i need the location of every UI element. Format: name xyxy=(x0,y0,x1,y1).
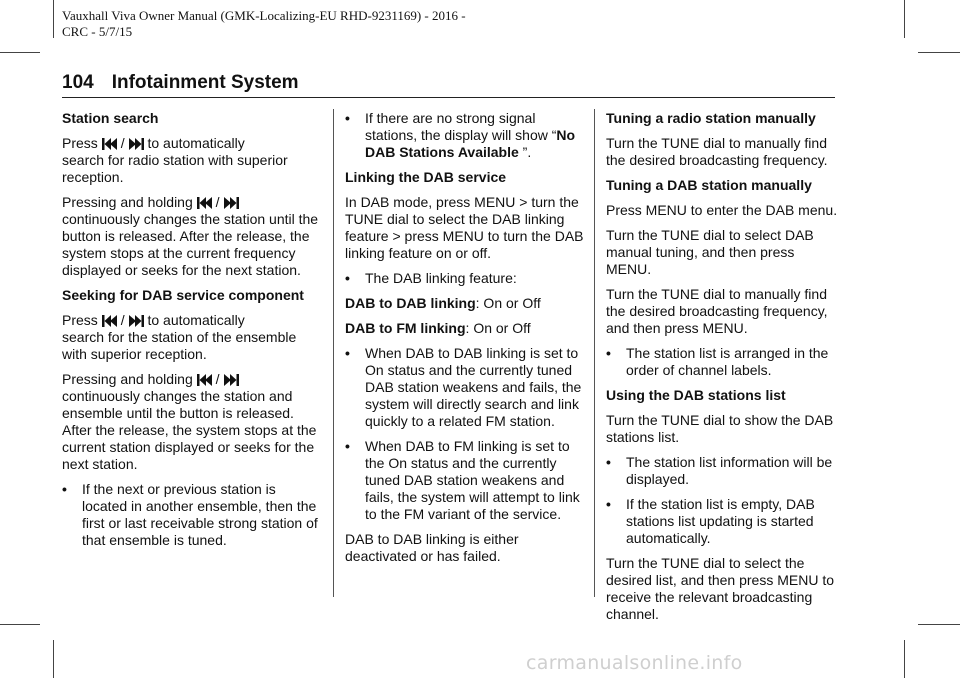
list-item xyxy=(345,345,585,430)
tuning-radio-heading: Tuning a radio station manually xyxy=(606,110,816,126)
press-suffix: to automatically xyxy=(147,312,245,328)
crop-mark xyxy=(0,52,40,53)
either-paragraph: DAB to DAB linking is either deactivated or has failed. xyxy=(345,531,519,564)
dab-to-fm-option xyxy=(345,320,585,337)
crop-mark xyxy=(904,640,905,678)
icon-separator: / xyxy=(215,371,220,387)
bullet-marker: • xyxy=(606,345,611,361)
select-dab-paragraph: Turn the TUNE dial to select DAB manual tuning, and then press MENU. xyxy=(606,227,814,277)
seek-forward-icon xyxy=(223,196,239,210)
list-item xyxy=(62,481,324,549)
seek-back-icon xyxy=(197,196,213,210)
list-item xyxy=(606,345,842,379)
using-dab-list-heading: Using the DAB stations list xyxy=(606,387,786,403)
crop-mark xyxy=(53,640,54,678)
column-3 xyxy=(606,110,842,631)
hold-label: Pressing and holding xyxy=(62,194,193,210)
hold-seek-paragraph xyxy=(62,194,324,279)
header-rule xyxy=(62,97,835,98)
bullet-text: When DAB to FM linking is set to the On status and the currently tuned DAB station weakens and fails, the system will attempt to link to the FM variant of the service. xyxy=(365,438,580,522)
bullet-text: If the next or previous station is located in another ensemble, then the first or last receivable strong station of that ensemble is tuned. xyxy=(82,481,318,548)
press-label: Press xyxy=(62,135,98,151)
find-frequency-paragraph: Turn the TUNE dial to manually find the desired broadcasting frequency, and then press MENU. xyxy=(606,286,828,336)
dab-to-fm-value: : On or Off xyxy=(465,320,531,336)
dab-to-fm-label: DAB to FM linking xyxy=(345,320,466,336)
bullet-marker: • xyxy=(345,438,350,454)
list-item xyxy=(345,110,585,161)
page-number: 104 xyxy=(62,72,94,93)
show-list-paragraph: Turn the TUNE dial to show the DAB stations list. xyxy=(606,412,834,445)
crop-mark xyxy=(53,0,54,38)
bullet-prefix: If there are no strong signal stations, the display will show “ xyxy=(365,110,557,143)
bullet-text xyxy=(365,110,585,161)
seek-back-icon xyxy=(102,314,118,328)
bullet-marker: • xyxy=(345,345,350,361)
dab-to-dab-label: DAB to DAB linking xyxy=(345,295,476,311)
bullet-marker: • xyxy=(606,496,611,512)
bullet-suffix: ”. xyxy=(518,144,532,160)
crop-mark xyxy=(904,0,905,38)
tuning-radio-paragraph: Turn the TUNE dial to manually find the desired broadcasting frequency. xyxy=(606,135,828,168)
bullet-text: The DAB linking feature: xyxy=(365,270,517,286)
hold-continuation: continuously changes the station until the button is released. After the release, the system stops at the current frequency displayed or seeks for the next station. xyxy=(62,211,319,278)
hold-continuation: continuously changes the station and ensemble until the button is released. After the release, the system stops at the current station displayed or seeks for the next station. xyxy=(62,388,317,472)
document-meta xyxy=(62,8,466,40)
seek-back-icon xyxy=(102,137,118,151)
column-2 xyxy=(345,110,585,573)
tuning-dab-heading: Tuning a DAB station manually xyxy=(606,177,812,193)
station-search-heading: Station search xyxy=(62,110,159,126)
list-item xyxy=(345,438,585,523)
icon-separator: / xyxy=(120,312,125,328)
no-dab-stations-text: No DAB Stations Available xyxy=(365,127,576,160)
linking-dab-heading: Linking the DAB service xyxy=(345,169,507,185)
seek-forward-icon xyxy=(128,137,144,151)
press-seek-paragraph xyxy=(62,135,324,186)
press-seek-dab-paragraph xyxy=(62,312,324,363)
bullet-marker: • xyxy=(345,270,350,286)
dab-to-dab-option xyxy=(345,295,585,312)
bullet-marker: • xyxy=(345,110,350,126)
list-item xyxy=(606,454,842,488)
linking-paragraph: In DAB mode, press MENU > turn the TUNE dial to select the DAB linking feature > press MENU to turn the DAB linking feature on or off. xyxy=(345,194,584,261)
section-title: Infotainment System xyxy=(111,72,299,93)
hold-seek-dab-paragraph xyxy=(62,371,324,473)
list-item xyxy=(345,270,585,287)
column-1 xyxy=(62,110,324,557)
seek-forward-icon xyxy=(223,373,239,387)
select-list-paragraph: Turn the TUNE dial to select the desired list, and then press MENU to receive the relevant broadcasting channel. xyxy=(606,555,834,622)
crop-mark xyxy=(0,624,40,625)
press-suffix: to automatically xyxy=(147,135,245,151)
icon-separator: / xyxy=(215,194,220,210)
press-continuation: search for the station of the ensemble with superior reception. xyxy=(62,329,297,362)
seek-back-icon xyxy=(197,373,213,387)
icon-separator: / xyxy=(120,135,125,151)
page-title xyxy=(62,72,299,94)
column-divider xyxy=(333,109,334,597)
bullet-text: When DAB to DAB linking is set to On status and the currently tuned DAB station weakens and fails, the system will directly search and link quickly to a related FM station. xyxy=(365,345,582,429)
document-meta-line1: Vauxhall Viva Owner Manual (GMK-Localizing-EU RHD-9231169) - 2016 - xyxy=(62,8,466,23)
bullet-text: The station list information will be displayed. xyxy=(626,454,833,487)
bullet-text: The station list is arranged in the order of channel labels. xyxy=(626,345,829,378)
watermark: carmanualsonline.info xyxy=(526,652,743,674)
bullet-marker: • xyxy=(606,454,611,470)
press-continuation: search for radio station with superior reception. xyxy=(62,152,288,185)
dab-to-dab-value: : On or Off xyxy=(475,295,541,311)
crop-mark xyxy=(918,624,960,625)
seeking-dab-heading: Seeking for DAB service component xyxy=(62,287,304,303)
bullet-marker: • xyxy=(62,481,67,497)
bullet-text: If the station list is empty, DAB stations list updating is started automatically. xyxy=(626,496,815,546)
press-menu-paragraph: Press MENU to enter the DAB menu. xyxy=(606,202,838,218)
list-item xyxy=(606,496,842,547)
crop-mark xyxy=(918,52,960,53)
press-label: Press xyxy=(62,312,98,328)
column-divider xyxy=(594,109,595,597)
document-meta-line2: CRC - 5/7/15 xyxy=(62,24,133,39)
hold-label: Pressing and holding xyxy=(62,371,193,387)
seek-forward-icon xyxy=(128,314,144,328)
